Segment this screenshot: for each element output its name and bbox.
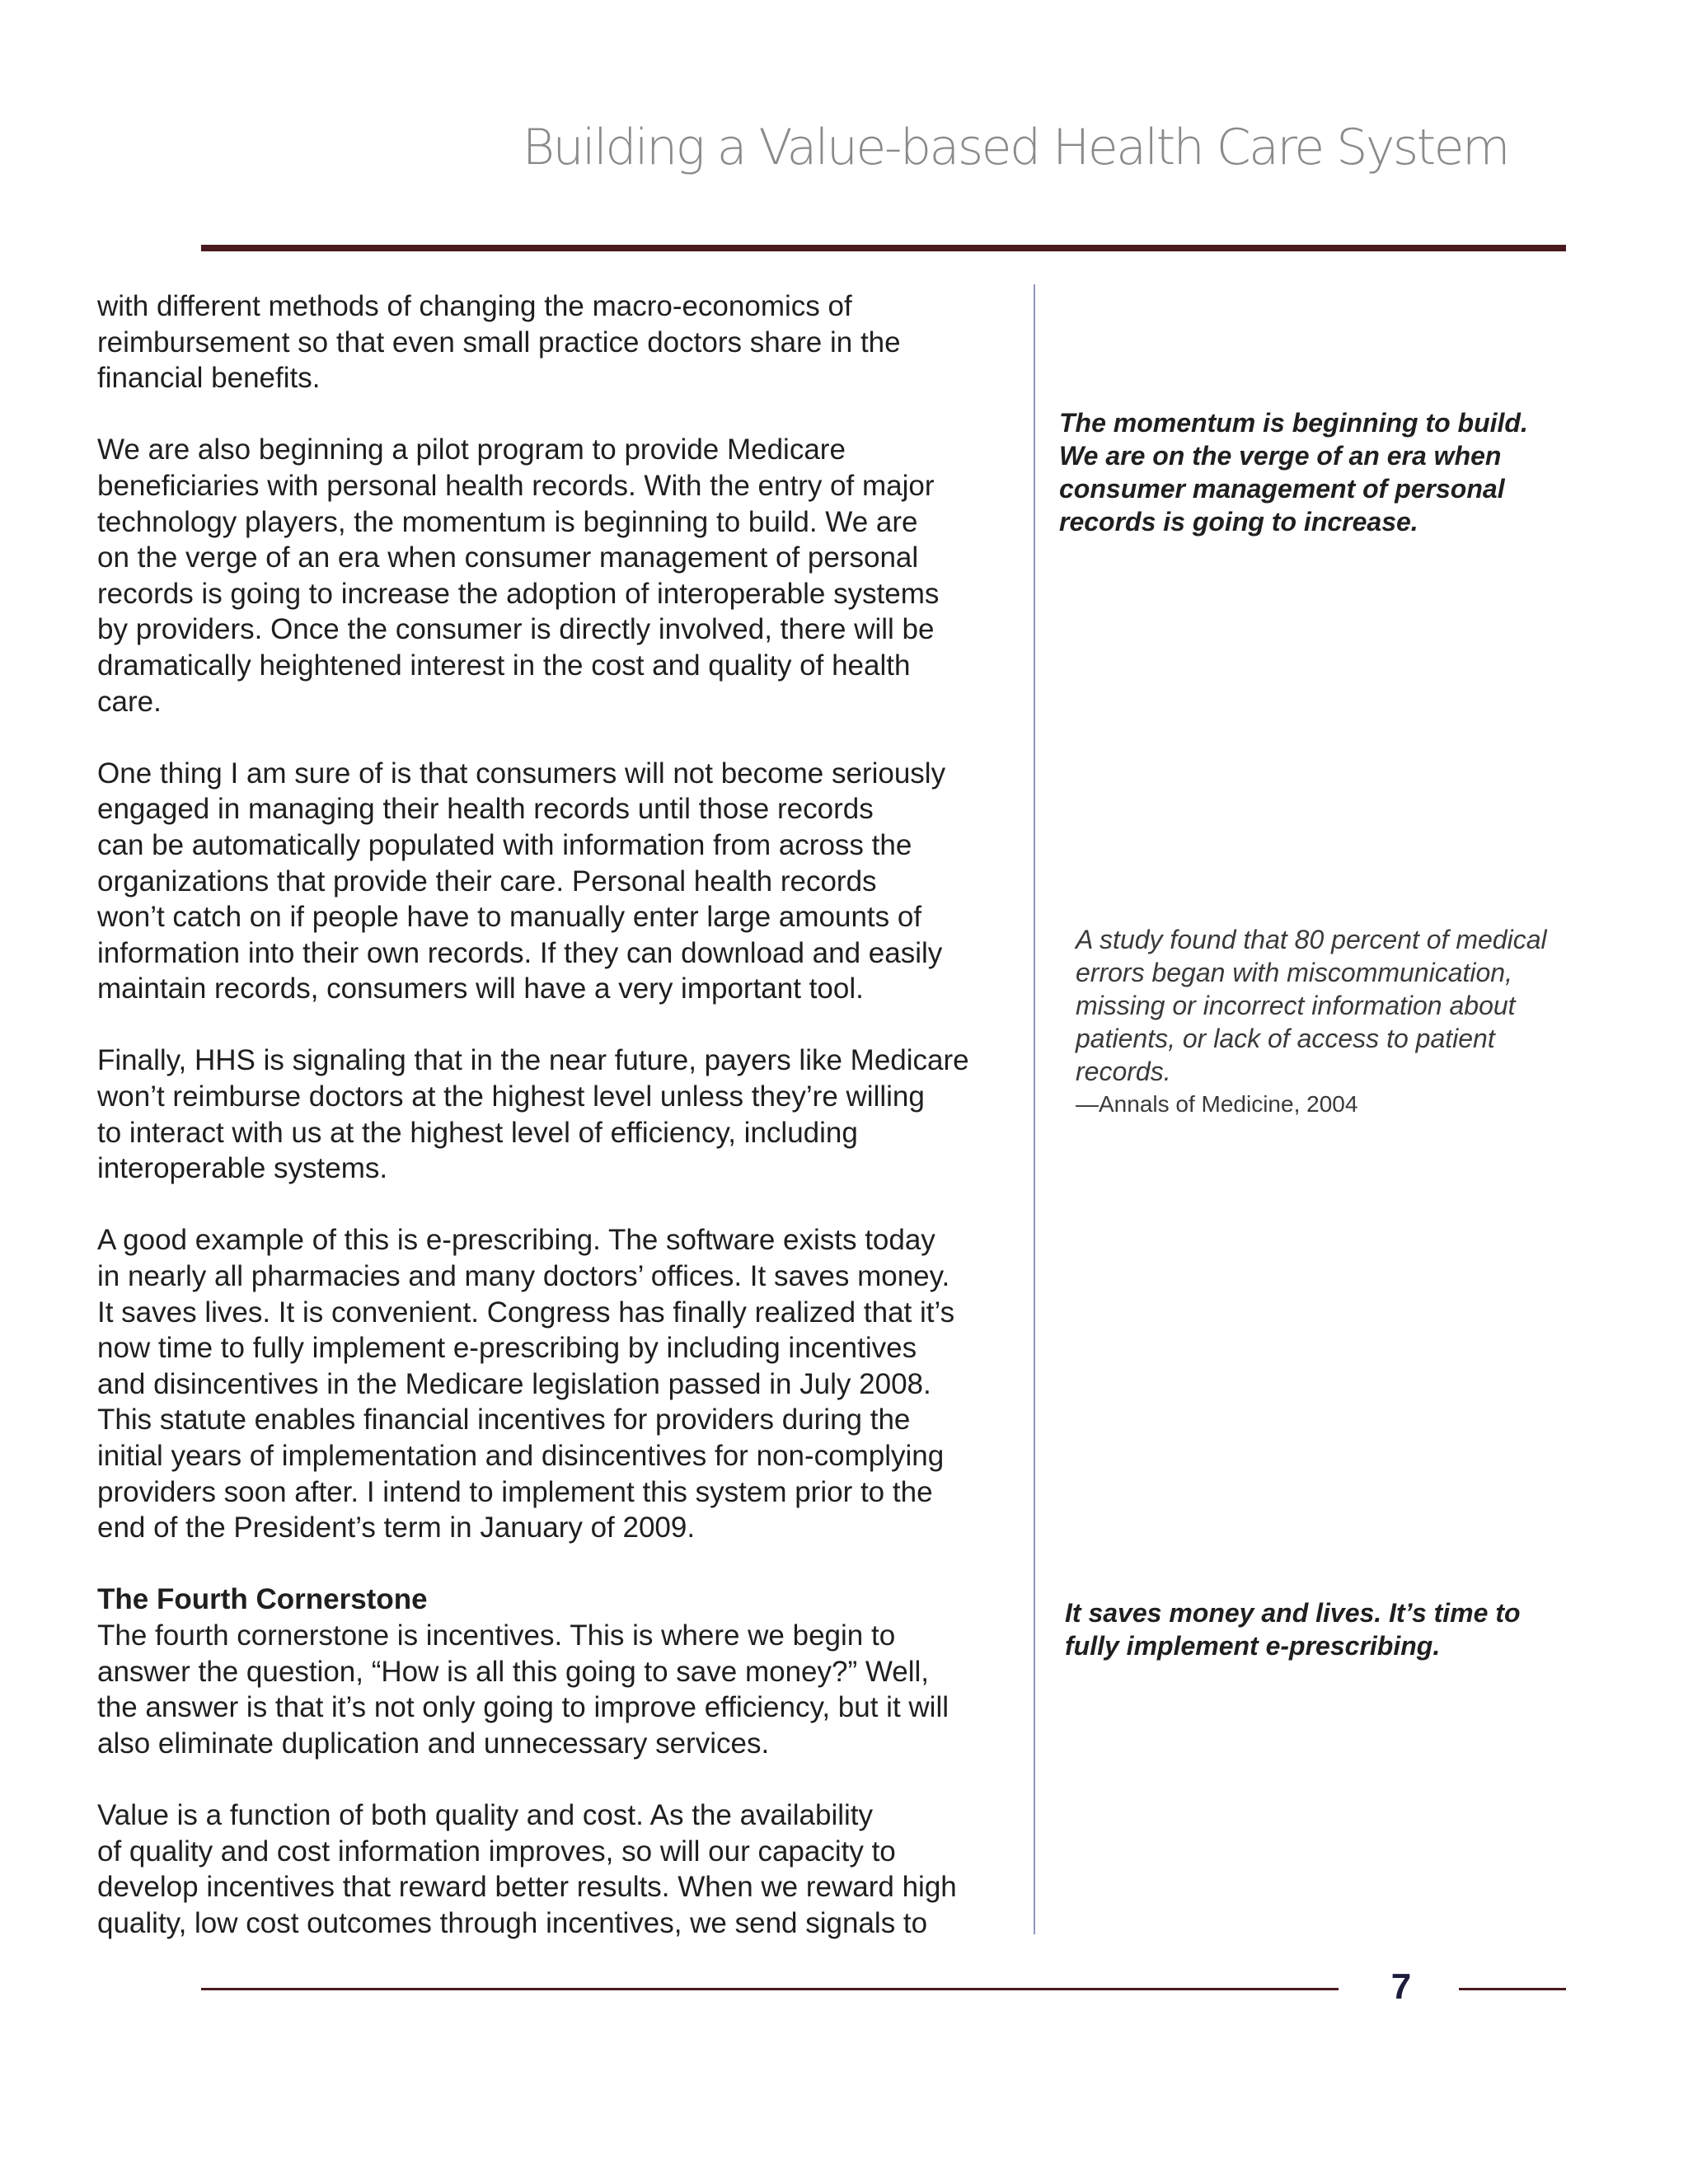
page-header-title: Building a Value-based Health Care System: [522, 119, 1508, 176]
body-paragraph: We are also beginning a pilot program to provide Medicare beneficiaries with personal health records. With the entry of major technology players, the momentum is beginning to build. We are on the verge of an era when consumer management of personal records is going to increase the adoption of interoperable systems by providers. Once the consumer is directly involved, there will be dramatically heightened interest in the cost and quality of health care.: [97, 434, 940, 718]
sidebar-stat-quote: [1076, 923, 1587, 1119]
stat-quote-source: —Annals of Medicine, 2004: [1076, 1091, 1358, 1117]
page-number: 7: [1390, 1966, 1412, 2007]
pull-quote-e-prescribing: It saves money and lives. It’s time to fully implement e-prescribing.: [1065, 1598, 1521, 1661]
body-paragraph: Finally, HHS is signaling that in the near future, payers like Medicare won’t reimburse doctors at the highest level unless they’re willing to interact with us at the highest level of efficiency, including interoperable systems.: [97, 1044, 969, 1185]
footer-rule-left: [201, 1988, 1339, 1990]
body-paragraph: A good example of this is e-prescribing. The software exists today in nearly all pharmacies and many doctors’ offices. It saves money. It saves lives. It is convenient. Congress has finally realized that it’s now time to fully implement e-prescribing by including incentives and disincentives in the Medicare legislation passed in July 2008. This statute enables financial incentives for providers during the initial years of implementation and disincentives for non-complying providers soon after. I intend to implement this system prior to the end of the President’s term in January of 2009.: [97, 1224, 955, 1544]
pull-quote-momentum: The momentum is beginning to build. We are on the verge of an era when consumer management of personal records is going to increase.: [1059, 408, 1528, 537]
footer-rule-right: [1459, 1988, 1566, 1990]
main-column: [97, 288, 1010, 1977]
body-paragraph: The fourth cornerstone is incentives. This is where we begin to answer the question, “How is all this going to save money?” Well, the answer is that it’s not only going to improve efficiency, but it will also eliminate duplication and unnecessary services.: [97, 1619, 950, 1760]
body-paragraph: Value is a function of both quality and cost. As the availability of quality and cost information improves, so will our capacity to develop incentives that reward better results. When we reward high quality, low cost outcomes through incentives, we send signals to: [97, 1798, 957, 1939]
header-rule: [201, 245, 1566, 251]
body-paragraph: One thing I am sure of is that consumers will not become seriously engaged in managing their health records until those records can be automatically populated with information from across the organizations that provide their care. Personal health records won’t catch on if people have to manually enter large amounts of information into their own records. If they can download and easily maintain records, consumers will have a very important tool.: [97, 757, 946, 1005]
stat-quote-text: A study found that 80 percent of medical errors began with miscommunication, missing or incorrect information about patients, or lack of access to patient records.: [1076, 925, 1547, 1086]
column-divider: [1034, 284, 1035, 1934]
body-paragraph: with different methods of changing the macro-economics of reimbursement so that even small practice doctors share in the financial benefits.: [97, 290, 901, 395]
section-heading: The Fourth Cornerstone: [97, 1583, 428, 1616]
